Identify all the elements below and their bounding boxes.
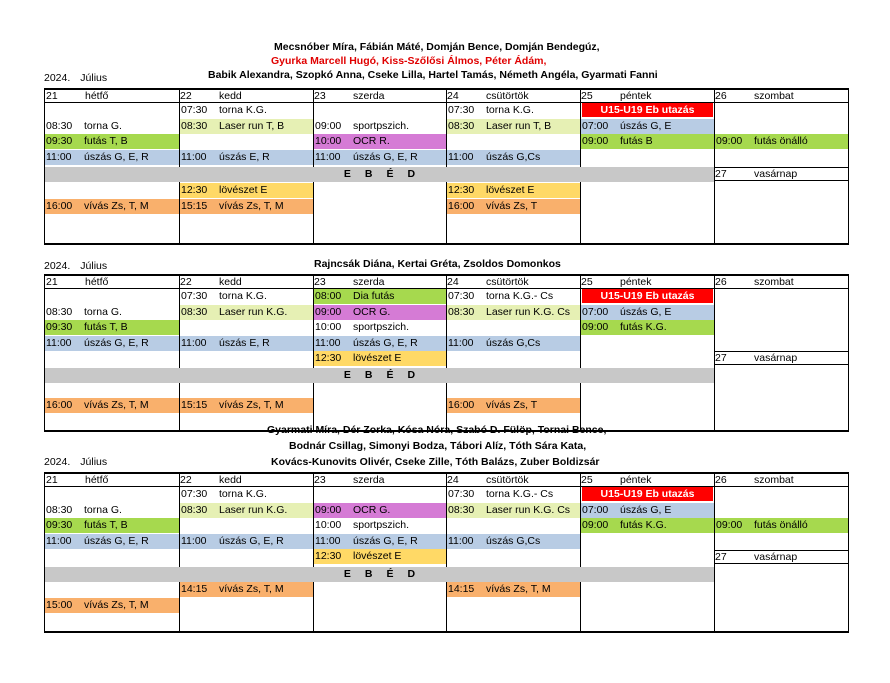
event-time: 09:00 [716, 519, 743, 531]
event-time: 09:00 [315, 119, 342, 132]
lunch-bar [45, 368, 714, 383]
event-ocr [314, 305, 446, 320]
event-time: 08:30 [181, 119, 208, 132]
day-name: szerda [353, 90, 385, 102]
event-label: úszás G, E [620, 503, 672, 516]
event-vivas [180, 199, 313, 214]
lunch-letter: D [407, 568, 416, 580]
event-label: futás önálló [754, 519, 808, 531]
event-label: úszás G, E, R [84, 336, 149, 349]
event-time: 14:15 [448, 583, 475, 595]
group-names-line: Rajncsák Diána, Kertai Gréta, Zsoldos Domonkos [314, 258, 561, 270]
day-number: 24 [447, 90, 459, 102]
event-torna [45, 503, 179, 518]
day-number: 25 [581, 474, 593, 486]
day-name: vasárnap [754, 168, 798, 180]
event-vivas [447, 199, 580, 214]
day-name: szerda [353, 276, 385, 288]
event-label: úszás G,Cs [486, 336, 541, 349]
event-label: vívás Zs, T, M [219, 399, 284, 411]
lunch-letter: É [386, 568, 394, 580]
event-time: 09:30 [46, 519, 73, 531]
event-uszas [180, 336, 313, 351]
event-label: úszás G, E, R [353, 534, 418, 547]
event-loveszet [180, 183, 313, 198]
event-label: futás B [620, 135, 653, 147]
event-label: vívás Zs, T, M [84, 199, 149, 212]
event-label: futás önálló [754, 135, 808, 147]
event-label: vívás Zs, T, M [84, 399, 149, 411]
event-time: 09:00 [582, 321, 609, 333]
day-number: 23 [314, 90, 326, 102]
day-number: 24 [447, 474, 459, 486]
event-label: sportpszich. [353, 519, 410, 531]
event-label: úszás E, R [219, 150, 270, 163]
day-header-szerda [313, 474, 446, 487]
year-month [44, 456, 107, 469]
day-header-csütörtök [446, 276, 580, 289]
event-label: torna K.G. [219, 104, 267, 116]
event-uszas [180, 150, 313, 165]
day-header-kedd [179, 474, 313, 487]
day-number: 26 [715, 276, 727, 288]
day-name: szombat [754, 90, 794, 102]
lunch-bar [45, 167, 714, 182]
group-names-line: Mecsnóber Míra, Fábián Máté, Domján Bence, Domján Bendegúz, [274, 41, 600, 53]
day-header-hétfő [45, 90, 179, 103]
event-torna [447, 103, 580, 118]
day-header-csütörtök [446, 474, 580, 487]
event-label: futás K.G. [620, 519, 667, 531]
event-label: úszás G, E, R [353, 336, 418, 349]
day-name: péntek [620, 474, 652, 486]
lunch-letter: E [343, 369, 351, 381]
group-names-line: Babik Alexandra, Szopkó Anna, Cseke Lilla, Hartel Tamás, Németh Angéla, Gyarmati Fanni [208, 69, 658, 81]
day-header-péntek [580, 474, 714, 487]
event-time: 08:30 [46, 503, 73, 516]
event-time: 16:00 [448, 399, 475, 411]
event-euro: U15-U19 Eb utazás [582, 289, 713, 303]
event-label: torna K.G.- Cs [486, 488, 554, 500]
event-uszas [314, 336, 446, 351]
event-futas [581, 134, 714, 149]
day-header-vasárnap [714, 352, 848, 365]
event-uszas [581, 503, 714, 518]
day-header-szerda [313, 276, 446, 289]
day-header-kedd [179, 90, 313, 103]
event-label: Laser run T, B [486, 119, 552, 132]
event-time: 11:00 [46, 150, 72, 163]
day-number: 22 [180, 90, 192, 102]
event-label: úszás G, E, R [219, 534, 284, 547]
day-header-szerda [313, 90, 446, 103]
event-time: 07:00 [582, 119, 609, 132]
lunch-letter: E [343, 168, 351, 180]
event-futas [715, 518, 848, 533]
event-time: 12:30 [315, 352, 342, 364]
event-label: Laser run K.G. [219, 305, 288, 318]
day-name: szombat [754, 474, 794, 486]
event-uszas [180, 534, 313, 549]
lunch-letter: É [386, 168, 394, 180]
event-time: 15:15 [181, 199, 208, 212]
event-time: 07:30 [448, 290, 475, 302]
event-label: sportpszich. [353, 119, 410, 132]
event-label: vívás Zs, T, M [84, 598, 149, 611]
event-torna [314, 119, 446, 134]
event-time: 08:30 [448, 305, 475, 318]
event-label: Dia futás [353, 290, 395, 302]
day-number: 25 [581, 90, 593, 102]
day-number: 24 [447, 276, 459, 288]
event-label: lövészet E [219, 184, 268, 196]
event-time: 11:00 [448, 534, 474, 547]
event-time: 09:00 [716, 135, 743, 147]
event-time: 09:30 [46, 135, 73, 147]
event-label: úszás G, E, R [84, 534, 149, 547]
event-time: 11:00 [315, 150, 341, 163]
event-futas [45, 320, 179, 335]
event-laser [180, 503, 313, 518]
month-label: Július [80, 260, 108, 272]
event-time: 14:15 [181, 583, 208, 595]
day-header-péntek [580, 90, 714, 103]
event-time: 11:00 [448, 150, 474, 163]
month-label: Július [80, 456, 108, 468]
event-vivas [447, 398, 580, 413]
event-label: futás T, B [84, 135, 128, 147]
event-time: 07:00 [582, 305, 609, 318]
year-label: 2024. [44, 72, 71, 84]
week-grid [44, 274, 849, 432]
event-futas [45, 134, 179, 149]
year-label: 2024. [44, 260, 71, 272]
event-label: vívás Zs, T [486, 399, 538, 411]
event-time: 11:00 [46, 336, 72, 349]
event-time: 11:00 [46, 534, 72, 547]
event-label: torna G. [84, 305, 122, 318]
lunch-letter: E [343, 568, 351, 580]
event-loveszet [447, 183, 580, 198]
day-number: 27 [715, 551, 727, 563]
event-time: 09:00 [315, 305, 342, 318]
event-label: OCR G. [353, 503, 391, 516]
event-label: torna G. [84, 119, 122, 132]
event-torna [180, 487, 313, 502]
group-names-line: Gyarmati Míra, Dér Zorka, Kósa Nóra, Szabó D. Fülöp, Tornai Bence, [267, 424, 607, 436]
column-divider [580, 474, 581, 631]
event-time: 09:00 [582, 519, 609, 531]
day-name: csütörtök [486, 90, 529, 102]
event-time: 11:00 [181, 336, 207, 349]
lunch-letter: É [386, 369, 394, 381]
day-header-vasárnap [714, 551, 848, 564]
event-futas [45, 518, 179, 533]
event-time: 16:00 [448, 199, 475, 212]
event-laser [447, 119, 580, 134]
day-header-kedd [179, 276, 313, 289]
day-number: 26 [715, 90, 727, 102]
event-uszas [45, 150, 179, 165]
event-time: 11:00 [448, 336, 474, 349]
event-uszas [314, 534, 446, 549]
event-time: 11:00 [181, 150, 207, 163]
year-label: 2024. [44, 456, 71, 468]
day-name: vasárnap [754, 551, 798, 563]
group-names-line: Gyurka Marcell Hugó, Kiss-Szőlősi Álmos, Péter Ádám, [271, 55, 547, 67]
event-time: 07:30 [448, 104, 475, 116]
day-name: hétfő [85, 276, 109, 288]
day-name: kedd [219, 90, 242, 102]
event-laser [180, 119, 313, 134]
event-time: 07:30 [181, 488, 208, 500]
event-futas [581, 518, 714, 533]
event-torna [314, 518, 446, 533]
event-time: 07:00 [582, 503, 609, 516]
year-month [44, 72, 107, 85]
event-vivas [447, 582, 580, 597]
day-number: 21 [46, 474, 58, 486]
event-time: 11:00 [181, 534, 207, 547]
event-label: úszás G, E [620, 305, 672, 318]
event-label: vívás Zs, T, M [219, 199, 284, 212]
group-names-line: Bodnár Csillag, Simonyi Bodza, Tábori Alíz, Tóth Sára Kata, [289, 440, 587, 452]
event-time: 07:30 [181, 104, 208, 116]
event-label: vívás Zs, T, M [219, 583, 284, 595]
day-name: csütörtök [486, 276, 529, 288]
event-time: 09:30 [46, 321, 73, 333]
event-time: 11:00 [315, 534, 341, 547]
day-number: 22 [180, 276, 192, 288]
event-label: sportpszich. [353, 321, 410, 333]
day-header-szombat [714, 474, 848, 487]
event-label: vívás Zs, T, M [486, 583, 551, 595]
event-time: 10:00 [315, 135, 342, 147]
event-label: torna K.G. [219, 290, 267, 302]
event-label: futás T, B [84, 519, 128, 531]
event-label: Laser run K.G. Cs [486, 305, 571, 318]
day-name: csütörtök [486, 474, 529, 486]
event-torna [45, 119, 179, 134]
event-label: úszás E, R [219, 336, 270, 349]
day-header-vasárnap [714, 168, 848, 181]
day-header-szombat [714, 90, 848, 103]
event-vivas [180, 398, 313, 413]
event-torna [314, 320, 446, 335]
event-euro: U15-U19 Eb utazás [582, 487, 713, 501]
event-label: vívás Zs, T [486, 199, 538, 212]
event-label: torna K.G.- Cs [486, 290, 554, 302]
column-divider [580, 276, 581, 430]
event-label: lövészet E [353, 550, 402, 562]
event-label: futás T, B [84, 321, 128, 333]
lunch-letter: B [364, 168, 373, 180]
event-futas [715, 134, 848, 149]
event-loveszet [314, 351, 446, 366]
event-time: 08:30 [46, 305, 73, 318]
event-vivas [180, 582, 313, 597]
event-vivas [45, 398, 179, 413]
day-header-hétfő [45, 276, 179, 289]
event-label: úszás G,Cs [486, 150, 541, 163]
event-uszas [447, 150, 580, 165]
event-uszas [314, 150, 446, 165]
event-label: torna K.G. [486, 104, 534, 116]
event-label: lövészet E [486, 184, 535, 196]
event-torna [180, 103, 313, 118]
day-header-csütörtök [446, 90, 580, 103]
event-time: 09:00 [315, 503, 342, 516]
event-time: 09:00 [582, 135, 609, 147]
event-time: 08:30 [448, 119, 475, 132]
event-time: 12:30 [315, 550, 342, 562]
event-time: 16:00 [46, 199, 73, 212]
event-time: 08:30 [181, 305, 208, 318]
event-time: 08:30 [46, 119, 73, 132]
lunch-letter: D [407, 369, 416, 381]
event-time: 12:30 [181, 184, 208, 196]
event-label: OCR G. [353, 305, 391, 318]
lunch-bar [45, 567, 714, 582]
event-label: úszás G, E, R [353, 150, 418, 163]
event-time: 08:00 [315, 290, 342, 302]
event-label: OCR R. [353, 135, 390, 147]
event-label: Laser run K.G. Cs [486, 503, 571, 516]
event-vivas [45, 199, 179, 214]
group-names-line: Kovács-Kunovits Olivér, Cseke Zille, Tóth Balázs, Zuber Boldizsár [271, 456, 600, 468]
event-label: úszás G,Cs [486, 534, 541, 547]
event-label: torna G. [84, 503, 122, 516]
event-label: torna K.G. [219, 488, 267, 500]
day-number: 21 [46, 276, 58, 288]
event-label: Laser run T, B [219, 119, 285, 132]
event-label: úszás G, E, R [84, 150, 149, 163]
event-uszas [45, 534, 179, 549]
day-name: kedd [219, 474, 242, 486]
event-time: 07:30 [181, 290, 208, 302]
event-futas [581, 320, 714, 335]
event-uszas [581, 119, 714, 134]
day-header-hétfő [45, 474, 179, 487]
event-label: futás K.G. [620, 321, 667, 333]
event-torna [180, 289, 313, 304]
event-time: 11:00 [315, 336, 341, 349]
event-time: 07:30 [448, 488, 475, 500]
day-name: péntek [620, 90, 652, 102]
event-time: 10:00 [315, 321, 342, 333]
event-label: Laser run K.G. [219, 503, 288, 516]
event-torna [447, 289, 580, 304]
day-number: 25 [581, 276, 593, 288]
day-number: 23 [314, 474, 326, 486]
event-euro: U15-U19 Eb utazás [582, 103, 713, 117]
week-grid [44, 472, 849, 633]
event-time: 15:00 [46, 598, 73, 611]
event-laser [447, 305, 580, 320]
event-torna [447, 487, 580, 502]
year-month [44, 260, 107, 273]
day-number: 27 [715, 168, 727, 180]
event-uszas [45, 336, 179, 351]
day-header-szombat [714, 276, 848, 289]
day-name: szombat [754, 276, 794, 288]
lunch-letter: D [407, 168, 416, 180]
event-label: úszás G, E [620, 119, 672, 132]
week-grid [44, 88, 849, 245]
event-time: 15:15 [181, 399, 208, 411]
day-name: kedd [219, 276, 242, 288]
event-uszas [447, 336, 580, 351]
day-name: hétfő [85, 90, 109, 102]
event-futas [314, 289, 446, 304]
day-number: 21 [46, 90, 58, 102]
event-uszas [447, 534, 580, 549]
event-laser [447, 503, 580, 518]
event-time: 16:00 [46, 399, 73, 411]
day-name: hétfő [85, 474, 109, 486]
day-number: 23 [314, 276, 326, 288]
event-vivas [45, 598, 179, 613]
day-name: péntek [620, 276, 652, 288]
event-time: 12:30 [448, 184, 475, 196]
day-name: szerda [353, 474, 385, 486]
day-number: 26 [715, 474, 727, 486]
day-header-péntek [580, 276, 714, 289]
event-loveszet [314, 549, 446, 564]
event-ocr [314, 503, 446, 518]
event-ocr [314, 134, 446, 149]
day-number: 27 [715, 352, 727, 364]
event-time: 08:30 [181, 503, 208, 516]
event-time: 10:00 [315, 519, 342, 531]
lunch-letter: B [364, 568, 373, 580]
event-laser [180, 305, 313, 320]
day-number: 22 [180, 474, 192, 486]
event-time: 08:30 [448, 503, 475, 516]
month-label: Július [80, 72, 108, 84]
event-torna [45, 305, 179, 320]
lunch-letter: B [364, 369, 373, 381]
day-name: vasárnap [754, 352, 798, 364]
event-label: lövészet E [353, 352, 402, 364]
event-uszas [581, 305, 714, 320]
